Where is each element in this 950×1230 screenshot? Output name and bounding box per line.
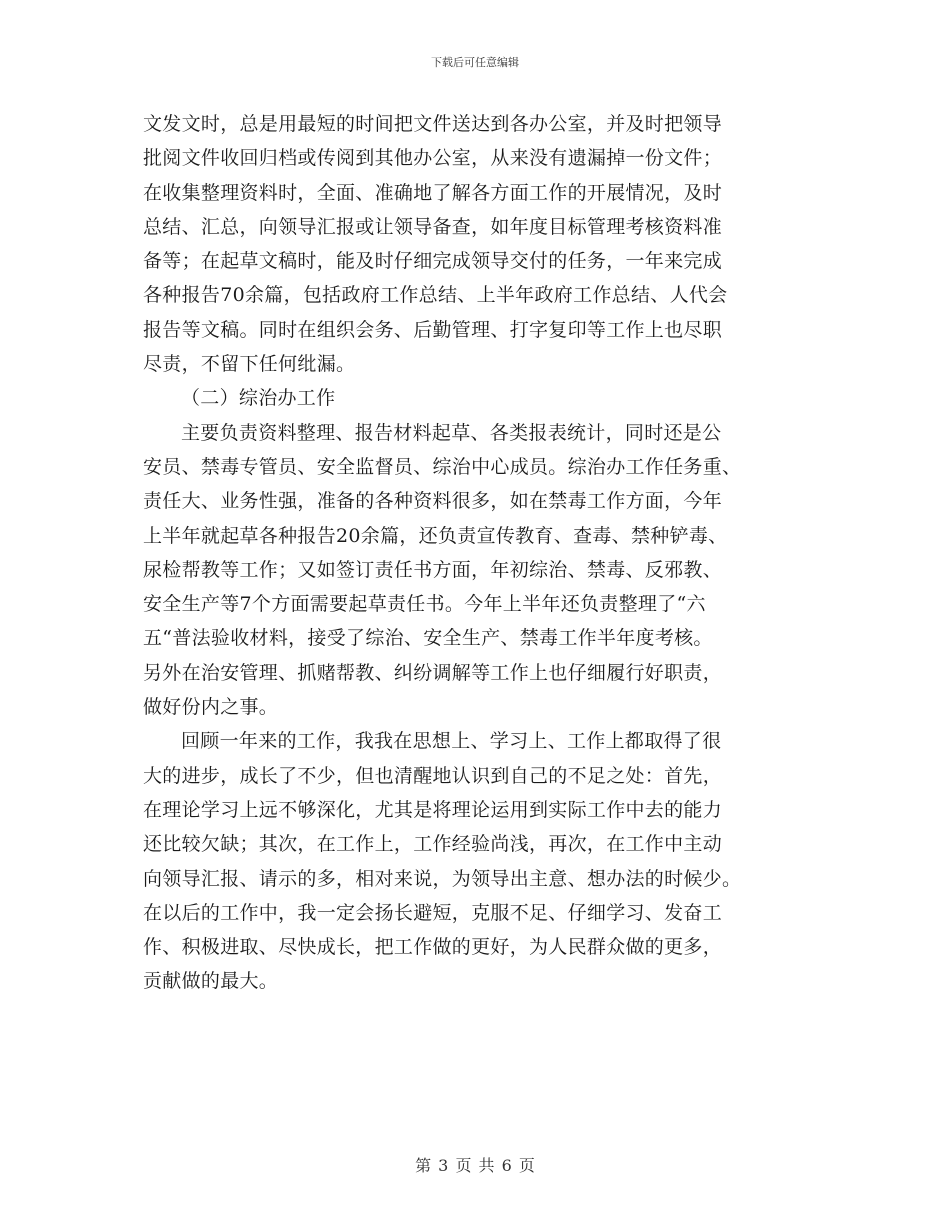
- text-line: 安员、禁毒专管员、安全监督员、综治中心成员。综治办工作任务重、: [143, 455, 742, 478]
- text-line: 文发文时，总是用最短的时间把文件送达到各办公室，并及时把领导: [143, 113, 723, 135]
- text-line: 五“普法验收材料，接受了综治、安全生产、禁毒工作半年度考核。: [143, 627, 713, 650]
- text-line: 尽责，不留下任何纰漏。: [143, 353, 356, 376]
- text-line: 备等；在起草文稿时，能及时仔细完成领导交付的任务，一年来完成: [143, 250, 723, 273]
- text-line: 安全生产等7个方面需要起草责任书。今年上半年还负责整理了“六: [143, 593, 706, 616]
- text-line: 做好份内之事。: [143, 696, 279, 719]
- text-line: 尿检帮教等工作；又如签订责任书方面，年初综治、禁毒、反邪教、: [143, 558, 723, 581]
- text-line: 大的进步，成长了不少，但也清醒地认识到自己的不足之处：首先，: [143, 764, 723, 787]
- text-line: 上半年就起草各种报告20余篇，还负责宣传教育、查毒、禁种铲毒、: [143, 524, 728, 547]
- text-line: 批阅文件收回归档或传阅到其他办公室，从来没有遗漏掉一份文件；: [143, 147, 723, 170]
- text-line: 在收集整理资料时，全面、准确地了解各方面工作的开展情况，及时: [143, 181, 723, 204]
- text-line: 各种报告70余篇，包括政府工作总结、上半年政府工作总结、人代会: [143, 284, 728, 307]
- text-line: 总结、汇总，向领导汇报或让领导备查，如年度目标管理考核资料准: [143, 215, 723, 238]
- text-line: 向领导汇报、请示的多，相对来说，为领导出主意、想办法的时候少。: [143, 867, 742, 890]
- text-line: 主要负责资料整理、报告材料起草、各类报表统计，同时还是公: [181, 421, 722, 444]
- text-line: 另外在治安管理、抓赌帮教、纠纷调解等工作上也仔细履行好职责，: [143, 661, 723, 684]
- document-body: [143, 107, 811, 999]
- text-line: 报告等文稿。同时在组织会务、后勤管理、打字复印等工作上也尽职: [143, 318, 723, 341]
- text-line: 在以后的工作中，我一定会扬长避短，克服不足、仔细学习、发奋工: [143, 901, 723, 924]
- page-number: 第 3 页 共 6 页: [415, 1156, 535, 1175]
- text-line: 回顾一年来的工作，我我在思想上、学习上、工作上都取得了很: [181, 730, 722, 753]
- section-heading: （二）综治办工作: [181, 387, 336, 410]
- header-note: 下载后可任意编辑: [431, 56, 519, 69]
- text-line: 贡献做的最大。: [143, 970, 279, 993]
- text-line: 在理论学习上远不够深化，尤其是将理论运用到实际工作中去的能力: [143, 798, 723, 821]
- text-line: 还比较欠缺；其次，在工作上，工作经验尚浅，再次，在工作中主动: [143, 833, 723, 856]
- text-line: 作、积极进取、尽快成长，把工作做的更好，为人民群众做的更多，: [143, 936, 723, 959]
- text-line: 责任大、业务性强，准备的各种资料很多，如在禁毒工作方面，今年: [143, 490, 723, 513]
